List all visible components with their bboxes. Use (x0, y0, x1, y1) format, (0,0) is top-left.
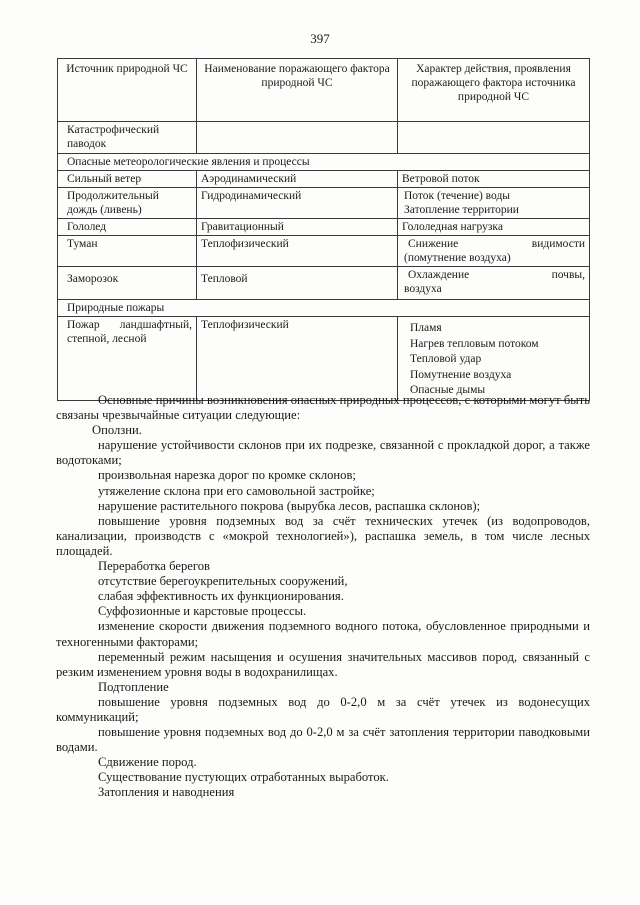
row-ice-effect: Гололедная нагрузка (398, 219, 590, 236)
row-frost-effect (398, 267, 590, 300)
row-rain-source: Продолжительный дождь (ливень) (58, 188, 197, 219)
row-wind-factor: Аэродинамический (197, 171, 398, 188)
source-line: степной, лесной (67, 333, 147, 345)
table-row (58, 188, 590, 219)
list-item: слабая эффективность их функционирования. (98, 589, 344, 604)
page-number: 397 (310, 31, 330, 46)
section-title-rock-shift: Сдвижение пород. (98, 755, 197, 770)
row-wind-source: Сильный ветер (58, 171, 197, 188)
table-row (58, 236, 590, 267)
section-title-floods: Затопления и наводнения (98, 785, 235, 800)
section-title-underflooding: Подтопление (98, 679, 169, 694)
table-row (58, 267, 590, 300)
row-rain-effect (398, 188, 590, 219)
list-item: изменение скорости движения подземного водного потока, обусловленное природными и техногенными факторами; (56, 619, 590, 649)
effect-line: Опасные дымы (410, 384, 486, 396)
intro-paragraph: Основные причины возникновения опасных природных процессов, с которыми могут быть связаны чрезвычайные ситуации следующие: (56, 393, 590, 423)
row-flood-source: Катастрофический паводок (58, 122, 197, 154)
table-row (58, 122, 590, 154)
row-fire-source (58, 317, 197, 401)
list-item: переменный режим насыщения и осушения значительных массивов пород, связанный с резким изменением уровня воды в водохранилищах. (56, 649, 590, 679)
section-meteo: Опасные метеорологические явления и процессы (58, 154, 590, 171)
effect-line: Затопление территории (404, 204, 519, 216)
row-ice-source: Гололед (58, 219, 197, 236)
table-section-row (58, 154, 590, 171)
effect-line: воздуха (404, 283, 442, 295)
effect-line: Поток (течение) воды (404, 190, 511, 202)
source-line: Пожар ландшафтный, (67, 319, 192, 331)
list-item: произвольная нарезка дорог по кромке склонов; (98, 468, 356, 483)
row-ice-factor: Гравитационный (197, 219, 398, 236)
row-rain-factor: Гидродинамический (197, 188, 398, 219)
header-factor: Наименование поражающего фактора природной ЧС (197, 59, 398, 122)
list-item: повышение уровня подземных вод до 0-2,0 м за счёт утечек из водонесущих коммуникаций; (56, 694, 590, 724)
row-fire-factor: Теплофизический (197, 317, 398, 401)
table-header-row (58, 59, 590, 122)
table-section-row (58, 300, 590, 317)
row-flood-factor (197, 122, 398, 154)
list-item: повышение уровня подземных вод за счёт технических утечек (из водопроводов, канализации, производств с «мокрой технологией»), распашка земель, в том числе лесных площадей. (56, 513, 590, 558)
section-title-shores: Переработка берегов (98, 559, 210, 574)
hazard-table (57, 58, 590, 401)
row-fog-source: Туман (58, 236, 197, 267)
row-flood-effect (398, 122, 590, 154)
row-wind-effect: Ветровой поток (398, 171, 590, 188)
effect-line: (помутнение воздуха) (404, 252, 511, 264)
effect-line: Пламя (410, 322, 442, 334)
effect-line: Снижение видимости (408, 238, 585, 250)
list-item: отсутствие берегоукрепительных сооружений, (98, 574, 348, 589)
header-source: Источник природной ЧС (58, 59, 197, 122)
list-item: утяжеление склона при его самовольной застройке; (98, 483, 375, 498)
row-frost-factor: Тепловой (197, 267, 398, 300)
section-title-landslides: Оползни. (92, 423, 142, 438)
list-item: Существование пустующих отработанных выработок. (98, 770, 389, 785)
row-fog-effect (398, 236, 590, 267)
row-fire-effect (398, 317, 590, 401)
body-text (56, 393, 590, 801)
effect-line: Нагрев тепловым потоком (410, 337, 539, 350)
row-frost-source: Заморозок (58, 267, 197, 300)
section-fires: Природные пожары (58, 300, 590, 317)
table-row (58, 317, 590, 401)
list-item: нарушение растительного покрова (вырубка лесов, распашка склонов); (98, 498, 481, 513)
list-item: повышение уровня подземных вод до 0-2,0 м за счёт затопления территории паводковыми водами. (56, 725, 590, 755)
effect-line: Помутнение воздуха (410, 368, 512, 381)
table-row (58, 171, 590, 188)
section-title-suffosion: Суффозионные и карстовые процессы. (98, 604, 307, 619)
row-fog-factor: Теплофизический (197, 236, 398, 267)
effect-line: Тепловой удар (410, 353, 482, 365)
table-row (58, 219, 590, 236)
list-item: нарушение устойчивости склонов при их подрезке, связанной с прокладкой дорог, а также водотоками; (56, 438, 590, 468)
header-effect: Характер действия, проявления поражающего фактора источника природной ЧС (398, 59, 590, 122)
effect-line: Охлаждение почвы, (408, 269, 585, 281)
